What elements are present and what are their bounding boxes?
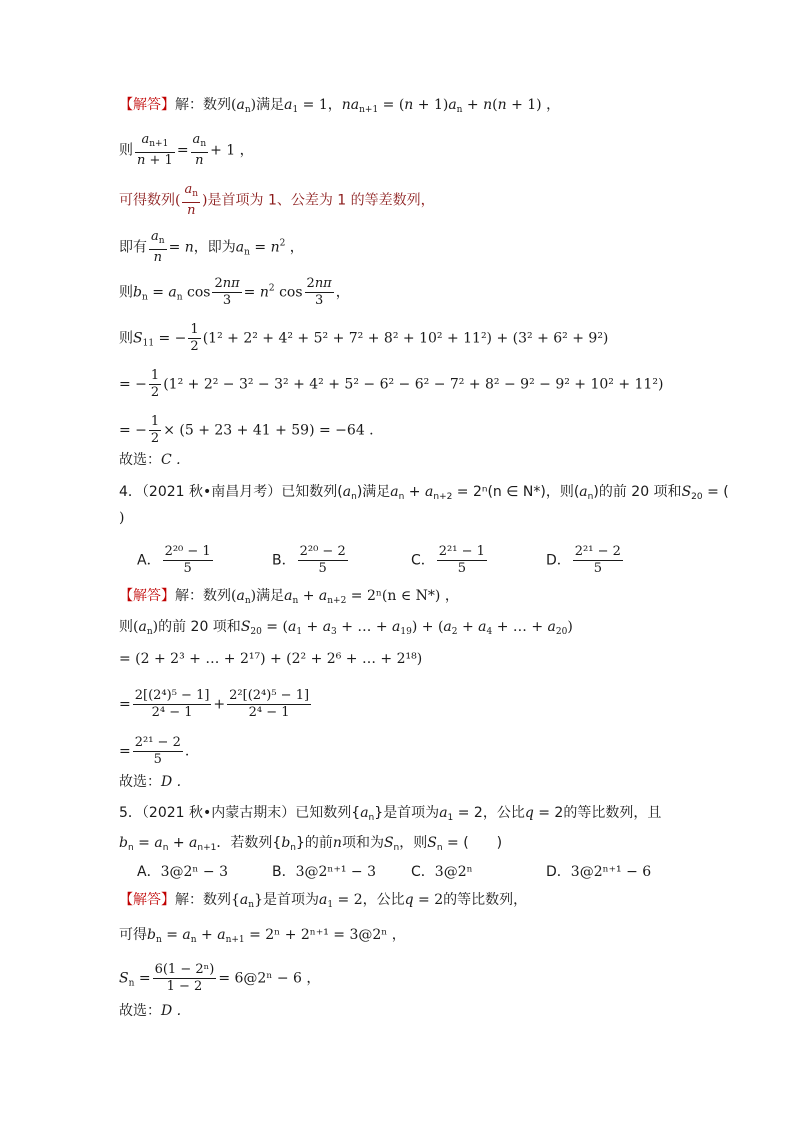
q4-sol-line-3: = (2 + 2³ + … + 2¹⁷) + (2² + 2⁶ + … + 2¹⁸) xyxy=(119,651,423,667)
s3-line-8: = − $\frac{1}{2}$ × (5 + 23 + 41 + 59) = −64 . xyxy=(119,414,374,446)
answer-tag: 【解答】 xyxy=(119,97,175,113)
s3-line-2: 则 $\frac{a_{n+1}}{n + 1}$ = $\frac{a_n}{n}$ + 1 ， xyxy=(119,132,254,168)
q4-sol-line-2: 则$(a_n)$的前 20 项和$S_{20} = (a_1 + a_3$ + … + $a_{19}) + (a_2 + a_4$ + … + $a_{20}$) xyxy=(119,619,573,637)
s3-line-5: 则$b_n = a_n$ cos $\frac{2n\pi}{3}$ = $n^2$ cos $\frac{2n\pi}{3}$ ， xyxy=(119,276,350,308)
s3-line-3: 可得数列( $\frac{a_n}{n}$ )是首项为 1、公差为 1 的等差数列， xyxy=(119,182,435,218)
q5-sol-line-3: $S_n$ = $\frac{\text{6(1 − 2ⁿ)}}{1 - 2}$ = 6@2ⁿ − 6 ， xyxy=(119,962,321,994)
q4-sol-line-5: = $\frac{\text{2²¹ − 2}}{5}$ . xyxy=(119,735,190,767)
q4-option-a[interactable]: A． $\frac{\text{2²⁰ − 1}}{5}$ xyxy=(137,544,211,576)
s3-line-1: 【解答】解：数列$(a_n)$满足$a_1 = 1$，$na_{n+1} = (n + 1)a_n + n(n + 1)$ ， xyxy=(119,97,561,115)
q5-stem-line-1: 5．（2021 秋•内蒙古期末）已知数列$\{a_n\}$是首项为$a_1 = 2$，公比q = 2的等比数列，且 xyxy=(119,805,662,823)
s3-line-7: = − $\frac{1}{2}$ (1² + 2² − 3² − 3² + 4² + 5² − 6² − 6² − 7² + 8² − 9² − 9² + 10² + 11²) xyxy=(119,368,664,400)
q4-answer: 故选：D . xyxy=(119,774,182,790)
q5-option-a[interactable]: A．3@2ⁿ − 3 xyxy=(137,864,228,880)
q4-sol-line-1: 【解答】解：数列$(a_n)$满足$a_n + a_{n+2} = 2^n(n$ ∈ N*) ， xyxy=(119,588,459,606)
q5-answer: 故选：D . xyxy=(119,1003,182,1019)
q4-stem-line-2: ) xyxy=(119,510,125,526)
q5-option-c[interactable]: C．3@2ⁿ xyxy=(411,864,473,880)
q5-sol-line-2: 可得$b_n = a_n + a_{n+1} = 2^n + 2^{n+1}$ = 3@2ⁿ ， xyxy=(119,927,406,945)
q5-stem-line-2: $b_n = a_n + a_{n+1}$．若数列$\{b_n\}$的前n项和为$S_n$，则$S_n$ = ( ) xyxy=(119,835,503,853)
q4-option-b[interactable]: B． $\frac{\text{2²⁰ − 2}}{5}$ xyxy=(272,544,346,576)
s3-line-6: 则$S_{11}$ = − $\frac{1}{2}$ (1² + 2² + 4² + 5² + 7² + 8² + 10² + 11²) + (3² + 6² + 9²) xyxy=(119,322,609,354)
q5-option-b[interactable]: B．3@2ⁿ⁺¹ − 3 xyxy=(272,864,377,880)
q5-option-d[interactable]: D．3@2ⁿ⁺¹ − 6 xyxy=(546,864,652,880)
q4-option-c[interactable]: C． $\frac{\text{2²¹ − 1}}{5}$ xyxy=(411,544,485,576)
q5-sol-line-1: 【解答】解：数列$\{a_n\}$是首项为$a_1 = 2$，公比q = 2的等比数列， xyxy=(119,892,528,910)
q4-sol-line-4: = $\frac{\text{2[(2⁴)⁵ − 1]}}{\text{2⁴ − 1}}$ + $\frac{\text{2²[(2⁴)⁵ − 1]}}{\text{2⁴ − 1}}$ xyxy=(119,688,310,720)
q4-stem-line-1: 4．（2021 秋•南昌月考）已知数列$(a_n)$满足$a_n + a_{n+2} = 2^n(n$ ∈ N*)，则$(a_n)$的前 20 项和$S_{20}$ = ( xyxy=(119,484,729,502)
s3-line-4: 即有 $\frac{a_n}{n}$ = n，即为$a_n = n^2$ ， xyxy=(119,229,304,265)
q4-option-d[interactable]: D． $\frac{\text{2²¹ − 2}}{5}$ xyxy=(546,544,621,576)
s3-answer: 故选：C . xyxy=(119,452,181,468)
